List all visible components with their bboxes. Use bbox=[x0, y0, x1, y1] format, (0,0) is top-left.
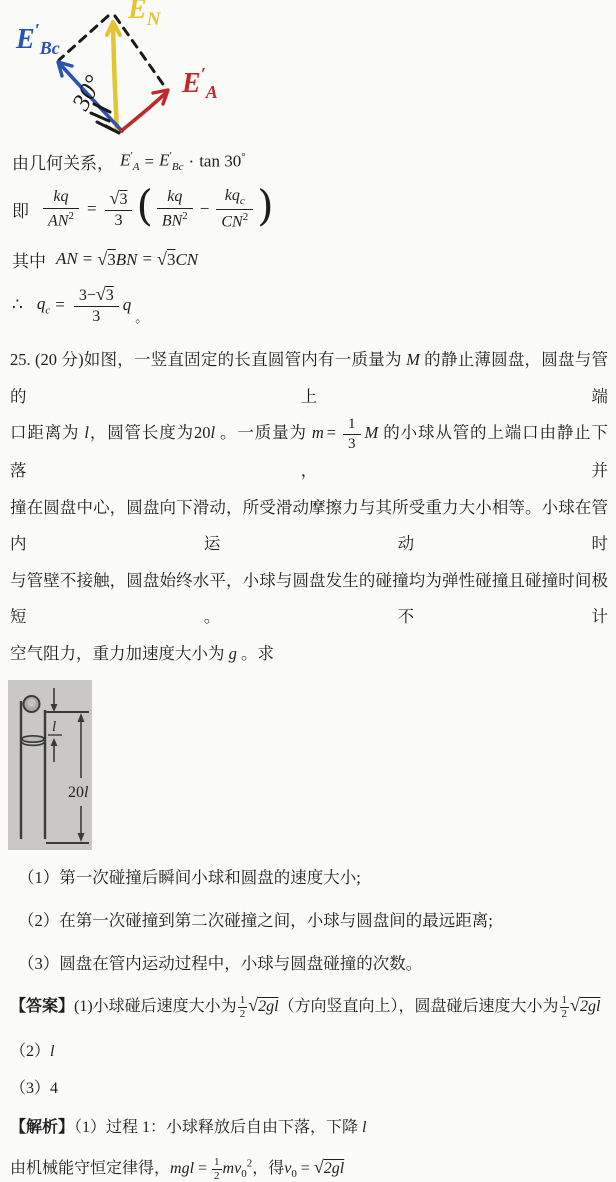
frac-half-3: $\frac{1}{2}$ bbox=[214, 1155, 220, 1182]
question-1: （1）第一次碰撞后瞬间小球和圆盘的速度大小; bbox=[18, 868, 361, 888]
frac-kq-bn: $\frac{kq}{BN^2}$ bbox=[157, 188, 193, 230]
frac-3-sqrt3: $\frac{3-√3}{3}$ bbox=[74, 284, 119, 327]
ebc-label: $E'_{Bc}$ bbox=[16, 20, 60, 58]
problem-line-2: 口距离为 l，圆管长度为20l 。一质量为 m = $\frac{1}{3}$ M 的小球从管的上端口由静止下落，并 bbox=[10, 415, 609, 481]
problem-line-5: 空气阻力，重力加速度大小为 g 。求 bbox=[10, 643, 274, 663]
answer-line-3: （3）4 bbox=[10, 1080, 59, 1098]
analysis-section bbox=[10, 1114, 616, 1182]
ball-highlight bbox=[28, 699, 36, 707]
analysis-line-1: 【解析】（1）过程 1：小球释放后自由下落，下降 l bbox=[10, 1119, 367, 1137]
frac-kqc-cn: $\frac{kq_c}{CN^2}$ bbox=[216, 187, 253, 232]
formula-main: 即 $\frac{kq}{AN^2}$ = $\frac{√3}{3}$ ( $\frac{kq}{BN^2}$ − $\frac{kq_c}{CN^2}$ ) bbox=[12, 181, 274, 231]
question-3: （3）圆盘在管内运动过程中，小球与圆盘碰撞的次数。 bbox=[18, 954, 423, 974]
formula-geometry: 由几何关系， $E'_A$ = $E'_{Bc}$ · tan 30° bbox=[12, 149, 246, 174]
problem-line-1: 25. (20 分)如图，一竖直固定的长直圆管内有一质量为 M 的静止薄圆盘，圆盘与管的上端 bbox=[10, 350, 608, 406]
dim-l-label: l bbox=[52, 719, 57, 736]
frac-half-1: $\frac{1}{2}$ bbox=[239, 994, 246, 1021]
answer-header: 【答案】 bbox=[10, 998, 75, 1016]
tube-figure bbox=[8, 680, 92, 850]
main-prefix: 即 bbox=[12, 201, 29, 221]
vector-ea-arrow bbox=[121, 90, 168, 131]
disk bbox=[22, 736, 44, 742]
analysis-header: 【解析】 bbox=[10, 1119, 75, 1137]
frac-sqrt3-3: $\frac{√3}{3}$ bbox=[105, 188, 133, 231]
answer-section bbox=[10, 993, 616, 1098]
therefore-symbol: ∴ bbox=[12, 294, 23, 314]
answer-line-1: 【答案】(1)小球碰后速度大小为 $\frac{1}{2}$ √2gl（方向竖直向上），圆盘碰后速度大小为 $\frac{1}{2}$ √2gl bbox=[10, 994, 601, 1021]
frac-half-2: $\frac{1}{2}$ bbox=[561, 994, 568, 1021]
formula-among: 其中 AN = √3BN = √3CN bbox=[12, 248, 199, 271]
vector-diagram bbox=[0, 0, 232, 140]
answer-line-2: （2）l bbox=[10, 1043, 55, 1061]
question-2: （2）在第一次碰撞到第二次碰撞之间，小球与圆盘间的最远距离; bbox=[18, 911, 493, 931]
problem-statement bbox=[10, 342, 608, 672]
ea-symbol: E bbox=[120, 150, 131, 170]
dashed-line-left bbox=[59, 16, 108, 60]
angle-label: 30° bbox=[67, 71, 108, 115]
dim-20l-label: 20l bbox=[68, 784, 89, 802]
frac-kq-an: $\frac{kq}{AN^2}$ bbox=[43, 188, 79, 230]
en-label: $E_N$ bbox=[128, 0, 161, 30]
geo-prefix: 由几何关系， bbox=[12, 154, 114, 173]
ebc-symbol: E bbox=[159, 150, 170, 170]
problem-line-4: 与管壁不接触，圆盘始终水平，小球与圆盘发生的碰撞均为弹性碰撞且碰撞时间极短。不计 bbox=[10, 570, 608, 627]
problem-line-3: 撞在圆盘中心，圆盘向下滑动，所受滑动摩擦力与其所受重力大小相等。小球在管内运动时 bbox=[10, 497, 608, 554]
tan30: tan 30° bbox=[199, 151, 246, 171]
question-list bbox=[18, 864, 616, 974]
ea-label: $E'_A$ bbox=[182, 64, 218, 102]
formula-conclusion: ∴ $q_c$ = $\frac{3-√3}{3}$ q 。 bbox=[12, 283, 149, 326]
frac-one-third: $\frac{1}{3}$ bbox=[343, 416, 361, 454]
analysis-line-2: 由机械能守恒定律得，mgl = $\frac{1}{2}$ $mv_0^2$，得$v_0 = √2gl$ bbox=[10, 1155, 345, 1182]
